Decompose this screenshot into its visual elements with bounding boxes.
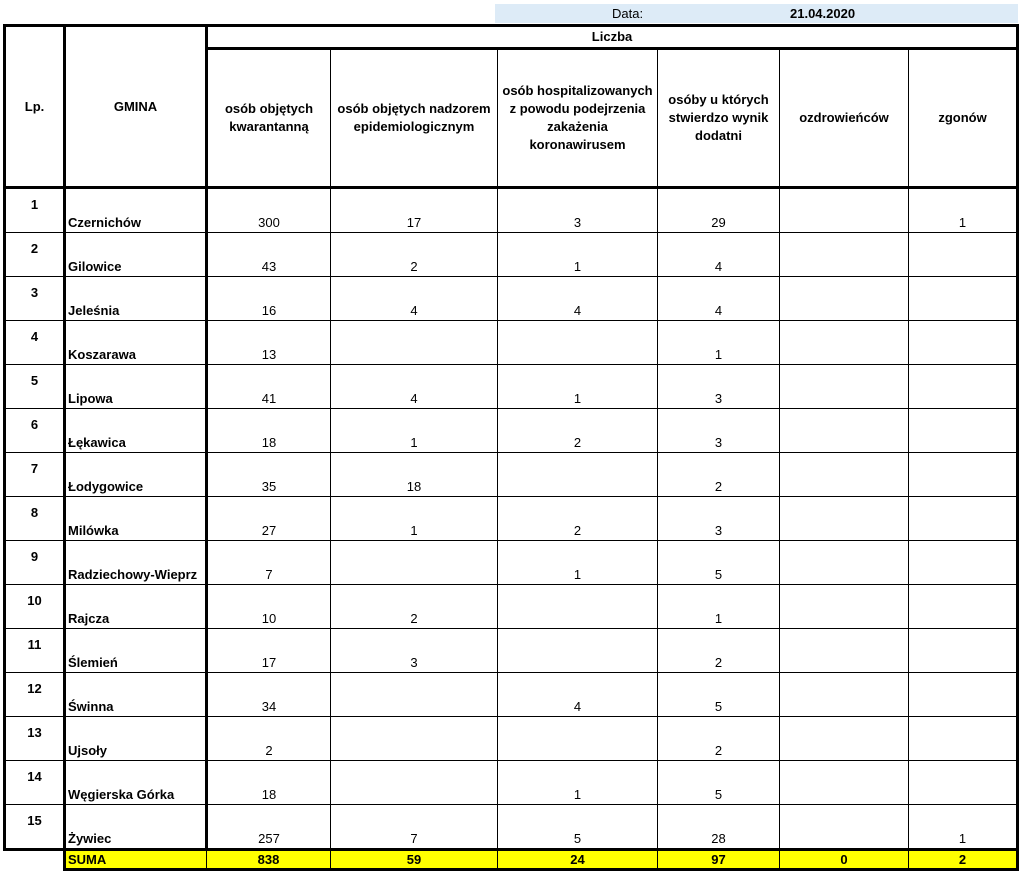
col-header-wynik-dodatni: osóby u których stwierdzo wynik dodatni [658,49,780,188]
row-gmina: Radziechowy-Wieprz [65,541,207,585]
table-row [5,717,1018,761]
row-nadzor: 17 [331,188,498,233]
row-gmina: Żywiec [65,805,207,850]
row-ozdrowiency [780,188,909,233]
row-kwarantanna: 34 [207,673,331,717]
col-group-liczba: Liczba [207,26,1018,49]
row-wynik-dodatni: 4 [658,277,780,321]
row-zgony [909,673,1018,717]
row-wynik-dodatni: 28 [658,805,780,850]
row-ozdrowiency [780,717,909,761]
row-zgony [909,761,1018,805]
row-hospitalizowani: 4 [498,277,658,321]
row-zgony [909,277,1018,321]
row-lp: 6 [5,409,65,453]
row-hospitalizowani: 3 [498,188,658,233]
table-row [5,673,1018,717]
table-row [5,409,1018,453]
date-value: 21.04.2020 [790,6,856,21]
row-gmina: Ujsoły [65,717,207,761]
row-kwarantanna: 35 [207,453,331,497]
row-hospitalizowani: 1 [498,233,658,277]
row-ozdrowiency [780,497,909,541]
row-hospitalizowani: 2 [498,497,658,541]
row-gmina: Lipowa [65,365,207,409]
row-hospitalizowani: 4 [498,673,658,717]
row-hospitalizowani [498,321,658,365]
row-nadzor: 3 [331,629,498,673]
row-wynik-dodatni: 3 [658,409,780,453]
table-body [5,188,1018,850]
row-gmina: Rajcza [65,585,207,629]
table-row [5,497,1018,541]
row-zgony [909,717,1018,761]
sum-row [5,850,1018,870]
row-wynik-dodatni: 2 [658,717,780,761]
row-lp: 7 [5,453,65,497]
table-row [5,365,1018,409]
sum-kwarantanna: 838 [207,850,331,870]
sum-hospitalizowani: 24 [498,850,658,870]
row-zgony [909,321,1018,365]
row-kwarantanna: 16 [207,277,331,321]
row-gmina: Gilowice [65,233,207,277]
row-ozdrowiency [780,233,909,277]
row-lp: 3 [5,277,65,321]
row-kwarantanna: 27 [207,497,331,541]
row-lp: 10 [5,585,65,629]
row-kwarantanna: 13 [207,321,331,365]
row-kwarantanna: 18 [207,761,331,805]
row-ozdrowiency [780,805,909,850]
row-nadzor: 7 [331,805,498,850]
row-gmina: Łodygowice [65,453,207,497]
row-lp: 8 [5,497,65,541]
row-lp: 13 [5,717,65,761]
row-nadzor: 4 [331,365,498,409]
row-hospitalizowani: 1 [498,365,658,409]
table-row [5,188,1018,233]
row-ozdrowiency [780,409,909,453]
row-zgony [909,365,1018,409]
table-row [5,761,1018,805]
row-lp: 1 [5,188,65,233]
row-ozdrowiency [780,365,909,409]
row-nadzor [331,541,498,585]
row-gmina: Czernichów [65,188,207,233]
row-hospitalizowani: 2 [498,409,658,453]
row-gmina: Łękawica [65,409,207,453]
col-header-nadzor: osób objętych nadzorem epidemiologicznym [331,49,498,188]
row-wynik-dodatni: 1 [658,585,780,629]
row-zgony [909,453,1018,497]
row-lp: 2 [5,233,65,277]
row-lp: 11 [5,629,65,673]
row-wynik-dodatni: 5 [658,541,780,585]
row-lp: 9 [5,541,65,585]
row-hospitalizowani: 1 [498,761,658,805]
sum-zgony: 2 [909,850,1018,870]
table-row [5,541,1018,585]
col-header-hospitalizowani: osób hospitalizowanych z powodu podejrzenia zakażenia koronawirusem [498,49,658,188]
report-table [3,24,1019,871]
row-wynik-dodatni: 5 [658,761,780,805]
row-gmina: Milówka [65,497,207,541]
sum-wynik-dodatni: 97 [658,850,780,870]
row-zgony [909,409,1018,453]
table-row [5,233,1018,277]
row-zgony [909,233,1018,277]
row-nadzor [331,761,498,805]
row-zgony [909,497,1018,541]
row-hospitalizowani: 5 [498,805,658,850]
row-kwarantanna: 300 [207,188,331,233]
table-row [5,805,1018,850]
row-hospitalizowani: 1 [498,541,658,585]
date-label: Data: [612,6,644,21]
sum-nadzor: 59 [331,850,498,870]
col-header-kwarantanna: osób objętych kwarantanną [207,49,331,188]
sum-row-spacer [5,850,65,870]
row-wynik-dodatni: 3 [658,497,780,541]
row-nadzor [331,673,498,717]
row-lp: 4 [5,321,65,365]
row-wynik-dodatni: 2 [658,629,780,673]
table-row [5,629,1018,673]
row-ozdrowiency [780,541,909,585]
row-zgony: 1 [909,188,1018,233]
row-kwarantanna: 18 [207,409,331,453]
row-kwarantanna: 7 [207,541,331,585]
row-hospitalizowani [498,585,658,629]
row-gmina: Ślemień [65,629,207,673]
row-nadzor: 2 [331,585,498,629]
row-gmina: Koszarawa [65,321,207,365]
col-header-ozdrowiency: ozdrowieńców [780,49,909,188]
row-wynik-dodatni: 29 [658,188,780,233]
row-kwarantanna: 2 [207,717,331,761]
row-wynik-dodatni: 4 [658,233,780,277]
col-header-zgony: zgonów [909,49,1018,188]
row-ozdrowiency [780,629,909,673]
row-gmina: Świnna [65,673,207,717]
row-nadzor: 2 [331,233,498,277]
row-ozdrowiency [780,673,909,717]
row-hospitalizowani [498,453,658,497]
row-zgony [909,629,1018,673]
row-ozdrowiency [780,277,909,321]
table-row [5,321,1018,365]
row-wynik-dodatni: 2 [658,453,780,497]
table-row [5,453,1018,497]
row-kwarantanna: 17 [207,629,331,673]
row-nadzor: 1 [331,497,498,541]
col-header-gmina: GMINA [65,26,207,188]
row-lp: 14 [5,761,65,805]
row-nadzor: 1 [331,409,498,453]
row-wynik-dodatni: 3 [658,365,780,409]
row-zgony: 1 [909,805,1018,850]
date-bar [0,4,1024,23]
row-ozdrowiency [780,453,909,497]
row-nadzor: 4 [331,277,498,321]
row-wynik-dodatni: 1 [658,321,780,365]
row-hospitalizowani [498,629,658,673]
row-ozdrowiency [780,585,909,629]
row-zgony [909,585,1018,629]
row-zgony [909,541,1018,585]
row-lp: 12 [5,673,65,717]
row-lp: 5 [5,365,65,409]
row-kwarantanna: 43 [207,233,331,277]
row-gmina: Węgierska Górka [65,761,207,805]
sum-label: SUMA [65,850,207,870]
row-kwarantanna: 257 [207,805,331,850]
row-kwarantanna: 41 [207,365,331,409]
row-gmina: Jeleśnia [65,277,207,321]
table-row [5,585,1018,629]
row-nadzor: 18 [331,453,498,497]
col-header-lp: Lp. [5,26,65,188]
table-row [5,277,1018,321]
sum-ozdrowiency: 0 [780,850,909,870]
row-ozdrowiency [780,321,909,365]
row-wynik-dodatni: 5 [658,673,780,717]
row-nadzor [331,321,498,365]
date-bar-background [495,4,1018,23]
row-hospitalizowani [498,717,658,761]
row-lp: 15 [5,805,65,850]
row-ozdrowiency [780,761,909,805]
row-kwarantanna: 10 [207,585,331,629]
row-nadzor [331,717,498,761]
